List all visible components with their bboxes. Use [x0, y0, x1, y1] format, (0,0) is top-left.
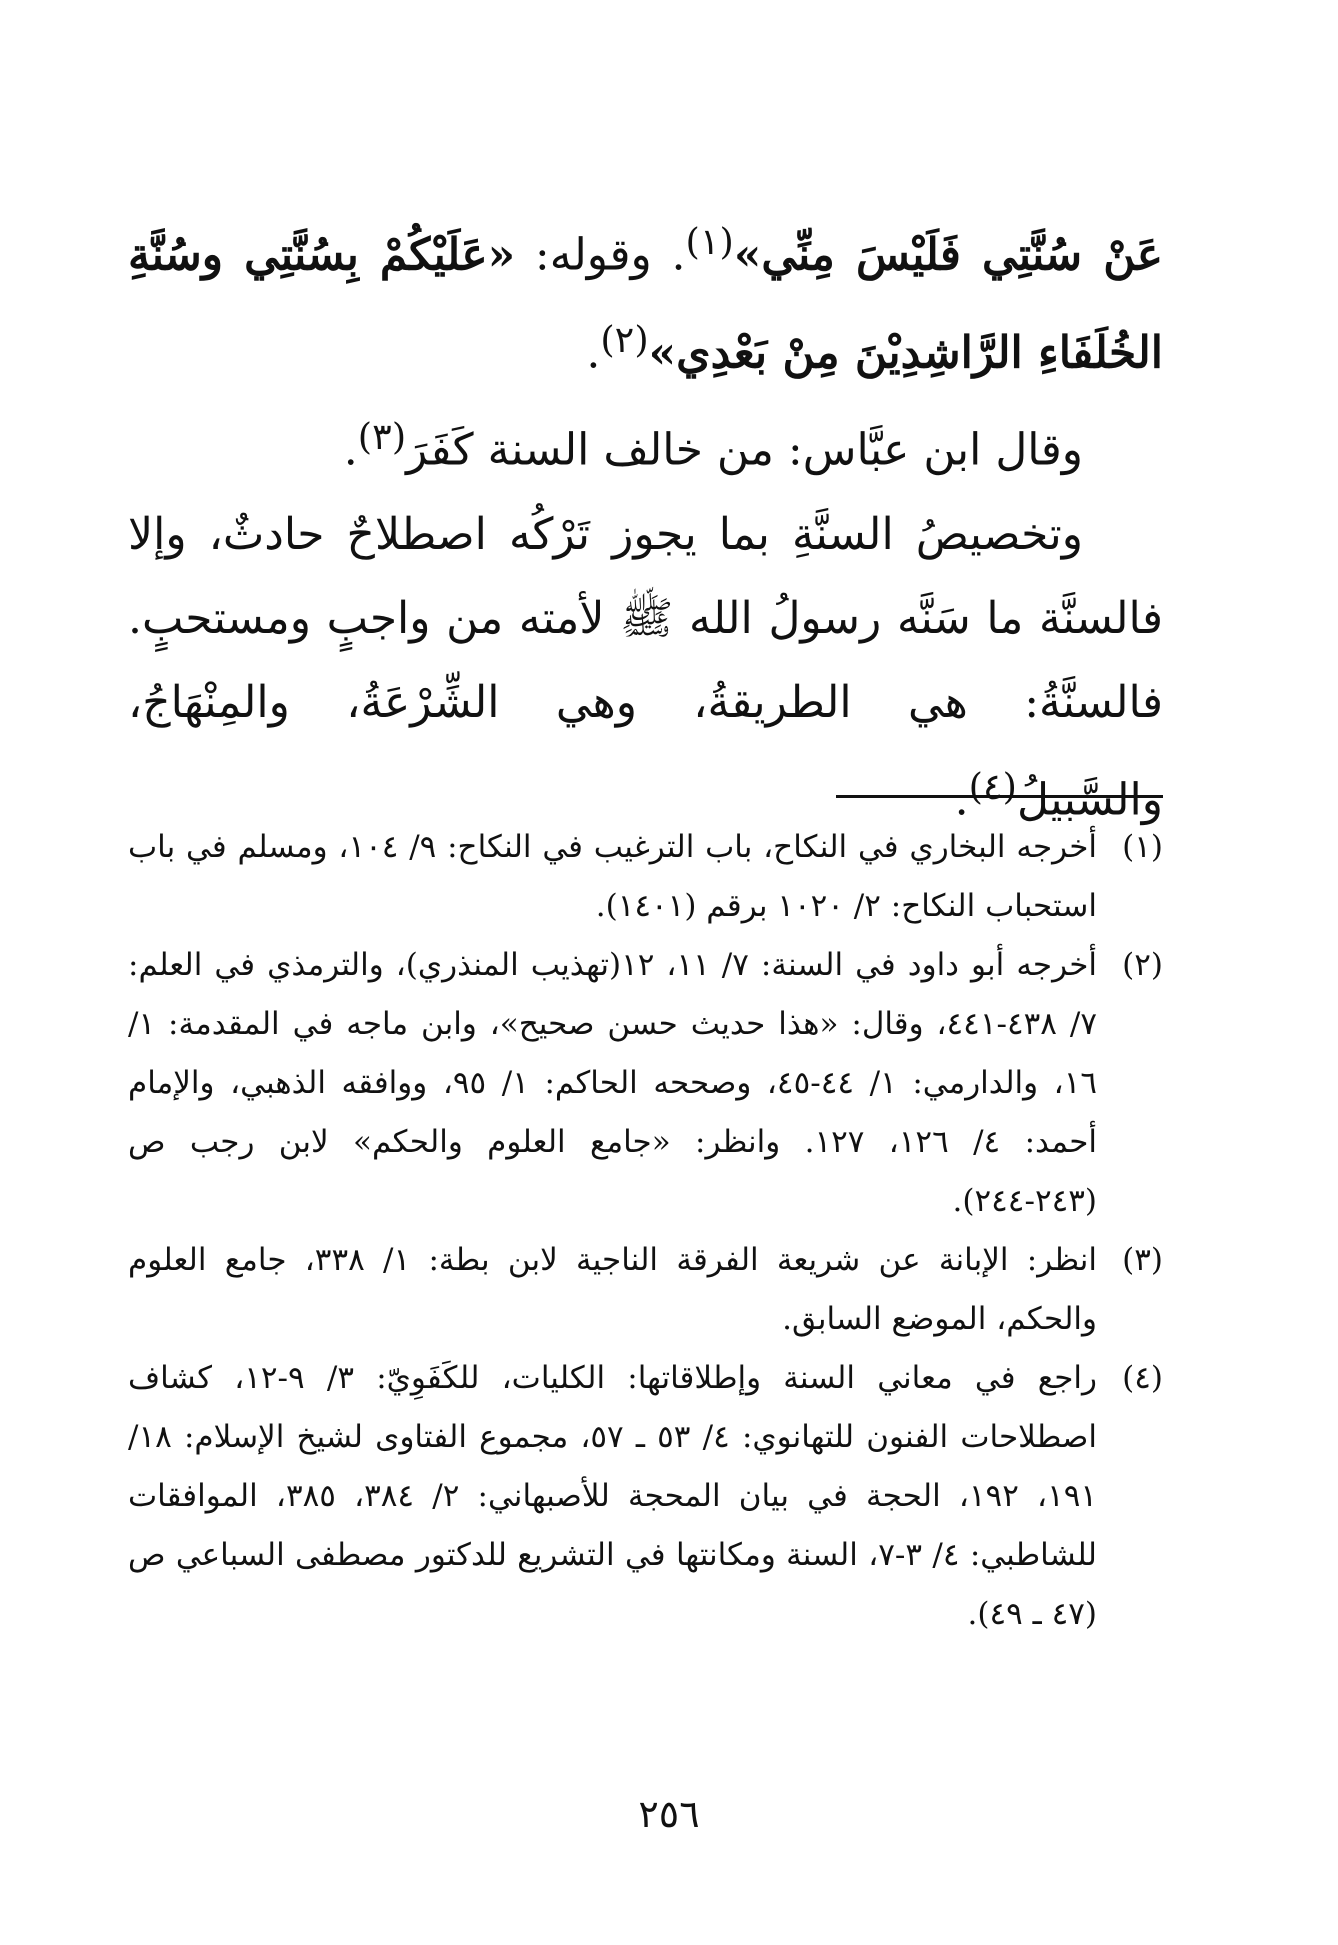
footnote-1	[128, 818, 1163, 936]
footnote-number: (٣)	[1122, 1242, 1163, 1278]
paragraph-2	[128, 395, 1163, 493]
footnote-number: (١)	[1122, 829, 1163, 865]
footnote-text: انظر: الإبانة عن شريعة الفرقة الناجية لابن بطة: ١/ ٣٣٨، جامع العلوم والحكم، الموضع السابق.	[128, 1242, 1097, 1337]
hadith-quote-2: «عَلَيْكُمْ بِسُنَّتِي وسُنَّةِ الخُلَفَاءِ الرَّاشِدِيْنَ مِنْ بَعْدِي»	[128, 229, 1163, 379]
footnote-ref-4: (٤)	[968, 764, 1017, 808]
footnote-text: أخرجه البخاري في النكاح، باب الترغيب في النكاح: ٩/ ١٠٤، ومسلم في باب استحباب النكاح: ٢/ ١٠٢٠ برقم (١٤٠١).	[128, 829, 1097, 924]
footnote-2	[128, 936, 1163, 1231]
footnote-ref-2: (٢)	[600, 317, 649, 361]
paragraph-3-text: وتخصيصُ السنَّةِ بما يجوز تَرْكُه اصطلاحٌ حادثٌ، وإلا فالسنَّة ما سَنَّه رسولُ الله ﷺ لأمته من واجبٍ ومستحبٍ. فالسنَّةُ: هي الطريقةُ، وهي الشِّرْعَةُ، والمِنْهَاجُ، والسَّبيلُ	[128, 508, 1163, 826]
footnote-divider	[836, 795, 1163, 798]
paragraph-3-end: .	[954, 774, 969, 826]
footnote-text: أخرجه أبو داود في السنة: ٧/ ١١، ١٢(تهذيب المنذري)، والترمذي في العلم: ٧/ ٤٣٨-٤٤١، وقال: «هذا حديث حسن صحيح»، وابن ماجه في المقدمة: ١/ ١٦، والدارمي: ١/ ٤٤-٤٥، وصححه الحاكم: ١/ ٩٥، ووافقه الذهبي، والإمام أحمد: ٤/ ١٢٦، ١٢٧. وانظر: «جامع العلوم والحكم» لابن رجب ص (٢٤٣-٢٤٤).	[128, 947, 1098, 1219]
paragraph-2-end: .	[343, 424, 358, 476]
footnote-number: (٤)	[1122, 1360, 1163, 1396]
hadith-quote-1: عَنْ سُنَّتِي فَلَيْسَ مِنِّي»	[733, 229, 1164, 281]
page-number: ٢٥٦	[638, 1792, 700, 1836]
footnote-number: (٢)	[1122, 947, 1163, 983]
footnote-3	[128, 1231, 1163, 1349]
footnote-4	[128, 1349, 1163, 1644]
footnote-ref-1: (١)	[685, 220, 734, 263]
main-text	[128, 200, 1163, 843]
footnote-ref-3: (٣)	[357, 415, 407, 459]
paragraph-2-text: وقال ابن عبَّاس: من خالف السنة كَفَرَ	[406, 424, 1083, 476]
footnote-text: راجع في معاني السنة وإطلاقاتها: الكليات، للكَفَوِيّ: ٣/ ٩-١٢، كشاف اصطلاحات الفنون للتهانوي: ٤/ ٥٣ ـ ٥٧، مجموع الفتاوى لشيخ الإسلام: ١٨/ ١٩١، ١٩٢، الحجة في بيان المحجة للأصبهاني: ٢/ ٣٨٤، ٣٨٥، الموافقات للشاطبي: ٤/ ٣-٧، السنة ومكانتها في التشريع للدكتور مصطفى السباعي ص (٤٧ ـ ٤٩).	[128, 1360, 1098, 1632]
footnotes-section	[128, 818, 1163, 1644]
paragraph-3	[128, 493, 1163, 843]
paragraph-1-connector: . وقوله:	[515, 229, 686, 281]
paragraph-1	[128, 200, 1163, 395]
paragraph-1-end: .	[586, 327, 601, 379]
